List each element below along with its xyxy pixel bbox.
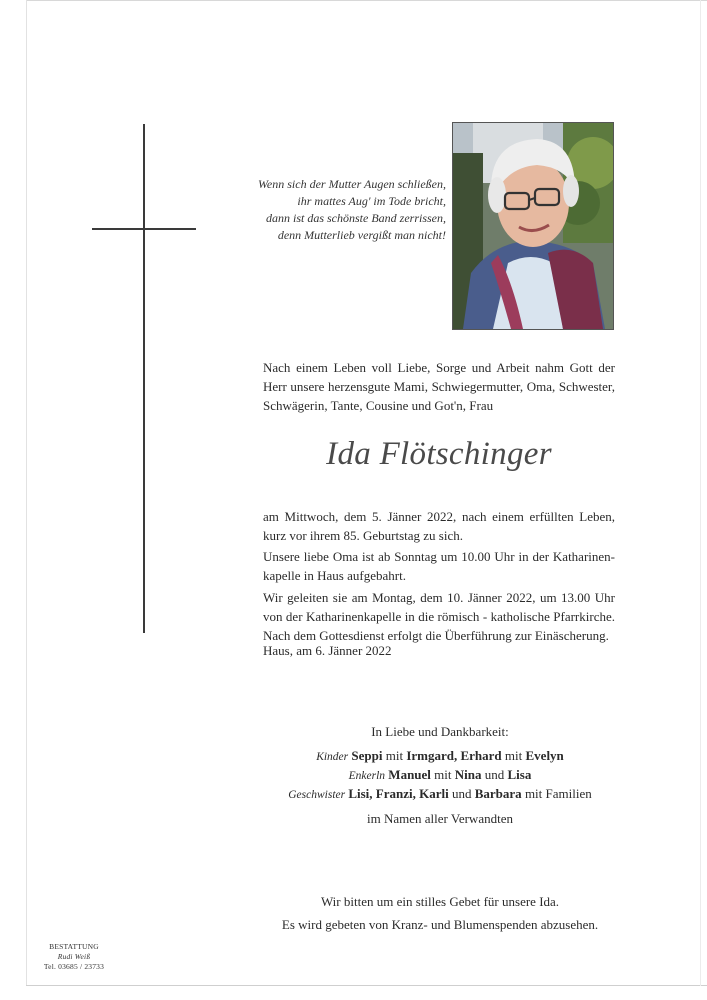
mourner-name: Lisa: [507, 767, 532, 782]
cross-vertical-bar: [143, 124, 145, 633]
portrait-image: [453, 123, 613, 329]
death-announcement: am Mittwoch, dem 5. Jänner 2022, nach einem erfüllten Leben, kurz vor ihrem 85. Geburtstag zu sich.: [263, 509, 615, 543]
connector: und: [484, 767, 505, 782]
mourners-grandchildren: [230, 767, 650, 783]
mourners-children: [230, 748, 650, 764]
mourner-name: Seppi: [351, 748, 383, 763]
connector: mit: [504, 748, 523, 763]
mourner-name: Manuel: [388, 767, 431, 782]
page-border-bottom: [26, 985, 707, 986]
poem-line: Wenn sich der Mutter Augen schließen,: [258, 177, 446, 191]
intro-text: Nach einem Leben voll Liebe, Sorge und Arbeit nahm Gott der Herr unsere herzensgute Mami, Schwiegermutter, Oma, Schwester, Schwägerin, Tante, Cousine und Got'n, Frau: [263, 360, 615, 413]
portrait-photo: [452, 122, 614, 330]
mourner-name: Nina: [454, 767, 482, 782]
connector: mit: [434, 767, 452, 782]
connector: mit: [385, 748, 404, 763]
connector: mit Familien: [524, 786, 592, 801]
funeral-home-stamp: [32, 942, 116, 972]
poem-line: dann ist das schönste Band zerrissen,: [266, 211, 446, 225]
stamp-line: Tel. 03685 / 23733: [43, 962, 105, 971]
relation-label-siblings: Geschwister: [288, 789, 346, 801]
memorial-poem: [244, 176, 446, 244]
page-border-right: [700, 0, 701, 986]
mourners-relatives: im Namen aller Verwandten: [367, 811, 513, 826]
page-border-top: [26, 0, 707, 1]
page-border-left: [26, 0, 27, 986]
poem-line: denn Mutterlieb vergißt man nicht!: [277, 228, 446, 242]
deceased-name: Ida Flötschinger: [326, 436, 552, 472]
mourner-name: Irmgard, Erhard: [406, 748, 502, 763]
closing-no-flowers: Es wird gebeten von Kranz- und Blumenspenden abzusehen.: [281, 917, 599, 932]
mourner-name: Lisi, Franzi, Karli: [348, 786, 449, 801]
stamp-line: BESTATTUNG: [49, 942, 99, 951]
relation-label-grandchildren: Enkerln: [348, 770, 386, 782]
relation-label-children: Kinder: [316, 751, 349, 763]
funeral-info: Wir geleiten sie am Montag, dem 10. Jänner 2022, um 13.00 Uhr von der Katharinenkapelle in die römisch - katholische Pfarrkirche. Nach dem Gottesdienst erfolgt die Überführung zur Einäscherung.: [263, 590, 615, 643]
connector: und: [451, 786, 472, 801]
mourner-name: Evelyn: [525, 748, 564, 763]
mourners-heading: In Liebe und Dankbarkeit:: [371, 724, 509, 739]
viewing-info: Unsere liebe Oma ist ab Sonntag um 10.00 Uhr in der Katharinen-kapelle in Haus aufgebahrt.: [263, 549, 615, 583]
closing-prayer-request: Wir bitten um ein stilles Gebet für unsere Ida.: [320, 894, 560, 909]
place-and-date: Haus, am 6. Jänner 2022: [263, 643, 392, 658]
cross-horizontal-bar: [92, 228, 196, 230]
stamp-line: Rudi Weiß: [57, 952, 91, 961]
poem-line: ihr mattes Aug' im Tode bricht,: [297, 194, 446, 208]
mourners-siblings: [230, 786, 650, 802]
mourner-name: Barbara: [474, 786, 522, 801]
